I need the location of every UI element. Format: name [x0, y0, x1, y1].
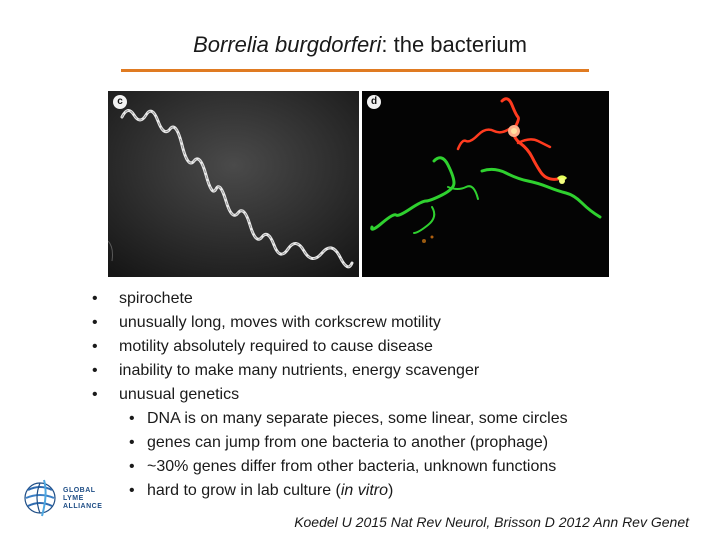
bullet-item: • spirochete	[92, 287, 568, 311]
micrograph-panel-d	[362, 91, 609, 277]
logo-line-2: LYME	[63, 495, 84, 502]
title-species: Borrelia burgdorferi	[193, 32, 382, 57]
sub-bullet-item-culture	[129, 479, 568, 503]
bullet-item: • unusually long, moves with corkscrew motility	[92, 311, 568, 335]
logo-line-3: ALLIANCE	[63, 503, 103, 510]
title-underline	[121, 69, 589, 72]
bullet-item: • motility absolutely required to cause disease	[92, 335, 568, 359]
sub-bullet-prefix: hard to grow in lab culture (	[147, 482, 341, 499]
fluorescent-spirochete-micrograph-icon	[362, 91, 609, 277]
slide-title	[0, 32, 720, 58]
citation: Koedel U 2015 Nat Rev Neurol, Brisson D 2012 Ann Rev Genet	[294, 514, 689, 530]
bullet-list	[92, 287, 568, 503]
logo-line-1: GLOBAL	[63, 487, 96, 494]
logo-wordmark	[63, 487, 102, 511]
title-rest: : the bacterium	[381, 32, 527, 57]
sub-bullet-list	[119, 407, 568, 503]
panel-d-label: d	[367, 95, 381, 109]
bullet-text: unusual genetics	[119, 386, 240, 403]
sub-bullet-suffix: )	[388, 482, 394, 499]
micrograph-panel-c	[108, 91, 359, 277]
sub-bullet-item: • ~30% genes differ from other bacteria, unknown functions	[129, 455, 568, 479]
sub-bullet-italic: in vitro	[340, 482, 388, 499]
grayscale-spirochete-micrograph-icon	[108, 91, 359, 277]
panel-c-label: c	[113, 95, 127, 109]
sub-bullet-item: • genes can jump from one bacteria to another (prophage)	[129, 431, 568, 455]
bullet-item-genetics	[92, 383, 568, 503]
bullet-item: • inability to make many nutrients, energy scavenger	[92, 359, 568, 383]
sub-bullet-item: • DNA is on many separate pieces, some linear, some circles	[129, 407, 568, 431]
